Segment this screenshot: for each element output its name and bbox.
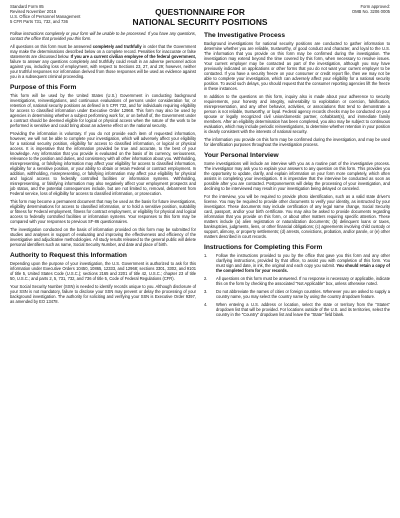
purpose-paragraph: This form will be used by the United States (U.S.) Government in conducting background investigations, reinvestigations, and continuous evaluations of persons under consideration for, or retention of, national security positions as defined in 5 CFR 732, and for individuals requiring eligibility for access to classified information under Executive Order 12968. This form may also be used by agencies in determining whether a subject performing work for, or on behalf of, the Government under a contract should be deemed eligible for logical or physical access when the nature of the work to be performed is sensitive and could bring about an adverse effect on the national security. (10, 93, 196, 128)
omb-approval (352, 4, 390, 14)
authority-heading: Authority to Request this Information (10, 251, 127, 259)
left-column (10, 32, 196, 308)
instruction-bold-text: You should retain a copy of the completed form for your records. (216, 262, 391, 273)
process-heading: The Investigative Process (204, 32, 285, 39)
instructions-heading: Instructions for Completing this Form (204, 243, 323, 251)
form-title-line: QUESTIONNAIRE FOR (155, 7, 245, 17)
studies-paragraph: The investigation conducted on the basis of information provided on this form may be submitted for studies and analyses in support of evaluating and improving the effectiveness and efficiency of the investigative and adjudicative methodologies. All study results released to the general public will delete personal identifiers such as name, Social Security Number, and date and place of birth. (10, 227, 196, 247)
text-run-bold: If you are a current civilian employee of the federal government, (70, 54, 196, 60)
instruction-item (204, 254, 390, 274)
process-paragraph: Background investigations for national security positions are conducted to gather information to determine whether you are reliable, trustworthy, of good conduct and character, and loyal to the U.S. The information that you provide on this form may be confirmed during the investigation. The investigation may extend beyond the time covered by this form, when necessary to resolve issues. Your current employer may be contacted as part of the investigation, although you may have previously indicated on applications or other forms that you do not want your current employer to be contacted. If you have a security freeze on your consumer or credit report file, then we may not be able to complete your investigation, which can adversely affect your eligibility for a national security position. To avoid such delays, you should request that the consumer reporting agencies lift the freeze in these instances. (204, 41, 390, 91)
text-run-bold: completely and truthfully (92, 44, 142, 50)
form-id-line: Standard Form 85 (10, 4, 44, 9)
ssn-paragraph: Your Social Security Number (SSN) is needed to identify records unique to you. Although disclosure of your SSN is not mandatory, failure to disclose your SSN may prevent or delay the processing of your background investigation. The authority for soliciting and verifying your SSN is Executive Order 9397, as amended by EO 13478. (10, 284, 196, 305)
instruction-number: 4. (204, 302, 208, 307)
instruction-number: 1. (204, 252, 208, 258)
form-id-line: U.S. Office of Personnel Management (10, 14, 81, 19)
intro-paragraph: Follow instructions completely or your form will be unable to be processed. If you have any questions, contact the office that provided you this form. (10, 31, 196, 41)
instructions-list (204, 254, 390, 318)
right-column (204, 32, 390, 321)
identification-paragraph: For the interview, you will be required to provide photo identification, such as a valid state driver's license. You may be required to provide other documents to verify your identity, as instructed by your investigator. These documents may include certification of any legal name change, Social Security card, passport, and/or your birth certificate. You may also be asked to provide documents regarding information that you provide on this form, or about other matters requiring specific attention. These matters include (a) alien registration or naturalization documents; (b) delinquent loans or taxes, bankruptcies, judgments, liens, or other financial obligations; (c) agreements involving child custody or support, alimony, or property settlements; (d) arrests, convictions, probation, and/or parole, or (e) other matters described in court records. (204, 194, 390, 239)
purpose-heading: Purpose of this Form (10, 83, 77, 91)
form-id-line: 5 CFR Parts 731, 732, and 736 (10, 19, 68, 24)
text-run: failure to answer any questions completely and truthfully could result in an adverse personnel action against you, including loss of employment, with respect to Sections 23, 27, and 29; however, neither your truthful responses nor information derived from those responses will be used as evidence against you in a subsequent criminal proceeding. (10, 59, 196, 80)
instruction-text: Do not abbreviate the names of cities or foreign countries. Whenever you are asked to supply a country name, you may select the country name by using the country dropdown feature. (216, 288, 390, 299)
omb-line: OMB No. 3206 0005 (351, 9, 390, 14)
authority-paragraph: Depending upon the purpose of your investigation, the U.S. Government is authorized to ask for this information under Executive Orders 10450, 10865, 12333, and 12968; sections 3301, 3302, and 9101 of title 5, United States Code (U.S.C.); sections 2165 and 2201 of title 42, U.S.C.; chapter 23 of title 50, U.S.C.; and parts 2, 5, 731, 732, and 736 of title 5, Code of Federal Regulations (CFR). (10, 260, 196, 281)
instruction-number: 2. (204, 275, 208, 281)
instruction-item (204, 303, 390, 318)
interview-heading: Your Personal Interview (204, 151, 279, 159)
completeness-paragraph (10, 45, 196, 80)
instruction-item (204, 290, 390, 300)
instruction-text: Follow the instructions provided to you by the office that gave you this form and any other clarifying instructions, provided by that office, to assist you with completion of this form. You must sign and date, in ink, the original and each copy you submit. (216, 252, 390, 268)
instruction-item (204, 277, 390, 287)
confirmation-paragraph: The information you provide on this form may be confirmed during the investigation, and may be used for identification purposes throughout the investigation process. (204, 137, 390, 147)
voluntary-paragraph: Providing the information is voluntary. If you do not provide each item of requested information, however, we will not be able to complete your investigation, which will adversely affect your eligibility for a national security position, eligibility for access to classified information, or logical or physical access. It is imperative that the information provided be true and accurate, to the best of your knowledge. Any information that you provide is evaluated on the basis of its currency, seriousness, relevance to the position and duties, and consistency with all other information about you. Withholding, misrepresenting, or falsifying information may affect your eligibility for access to classified information, eligibility for a sensitive position, or your ability to obtain or retain Federal or contract employment. In addition, withholding, misrepresenting, or falsifying information may affect your eligibility for physical and logical access to federally controlled facilities or information systems. Withholding, misrepresenting, or falsifying information may also negatively affect your employment prospects and job status, and the potential consequences include, but are not limited to, removal, debarment from Federal service, loss of eligibility for access to classified information, or prosecution. (10, 131, 196, 196)
instruction-text: All questions on this form must be answered. If no response is necessary or applicable, indicate this on the form by checking the associated "Not Applicable" box, unless otherwise noted. (216, 275, 390, 286)
omb-line: Form approved: (360, 4, 390, 9)
instruction-text: When entering a U.S. address or location, select the state or territory from the "States" dropdown list that will be provided. For locations outside of the U.S. and its territories, select the country in the "Country" dropdown list and leave the "State" field blank. (216, 302, 390, 317)
form-title (0, 8, 400, 27)
text-run: in order that the Government may make the determinations described below on a complete record. Penalties for inaccurate or false statements are discussed below. (10, 44, 196, 60)
form-title-line: NATIONAL SECURITY POSITIONS (132, 16, 268, 27)
text-run: All questions on this form must be answered (10, 44, 93, 50)
form-id-line: Revised November 2016 (10, 9, 57, 14)
instruction-number: 3. (204, 288, 208, 294)
permanent-document-paragraph: This form may become a permanent document that may be used as the basis for future investigations, eligibility determinations for access to classified information, or to hold a sensitive position, suitability or fitness for Federal employment, fitness for contract employment, or eligibility for physical and logical access to federally controlled facilities or information systems. Your responses to this form may be compared with your responses to previous SF-86 questionnaires. (10, 198, 196, 224)
interview-paragraph: Some investigations will include an interview with you as a routine part of the investigative process. The investigator may ask you to explain your answers to any question on this form. This provides you the opportunity to update, clarify, and explain information on your form more completely, which often assists in completing your investigation. It is imperative that the interview be conducted as soon as possible after you are contacted. Postponements will delay the processing of your investigation, and declining to be interviewed may result in your investigation being delayed or canceled. (204, 161, 390, 191)
inquiry-paragraph: In addition to the questions on this form, inquiry also is made about your adherence to security requirements, your honesty and integrity, vulnerability to exploitation or coercion, falsification, misrepresentation, and any other behavior, activities, or associations that tend to demonstrate a person is not reliable, trustworthy, or loyal. Federal agency records checks may be conducted on your spouse or legally recognized civil union/domestic partner, cohabitant(s), and immediate family members. After an eligibility determination has been completed, you also may be subject to continuous evaluation, which may include periodic reinvestigations, to determine whether retention in your position is clearly consistent with the interests of national security. (204, 94, 390, 134)
